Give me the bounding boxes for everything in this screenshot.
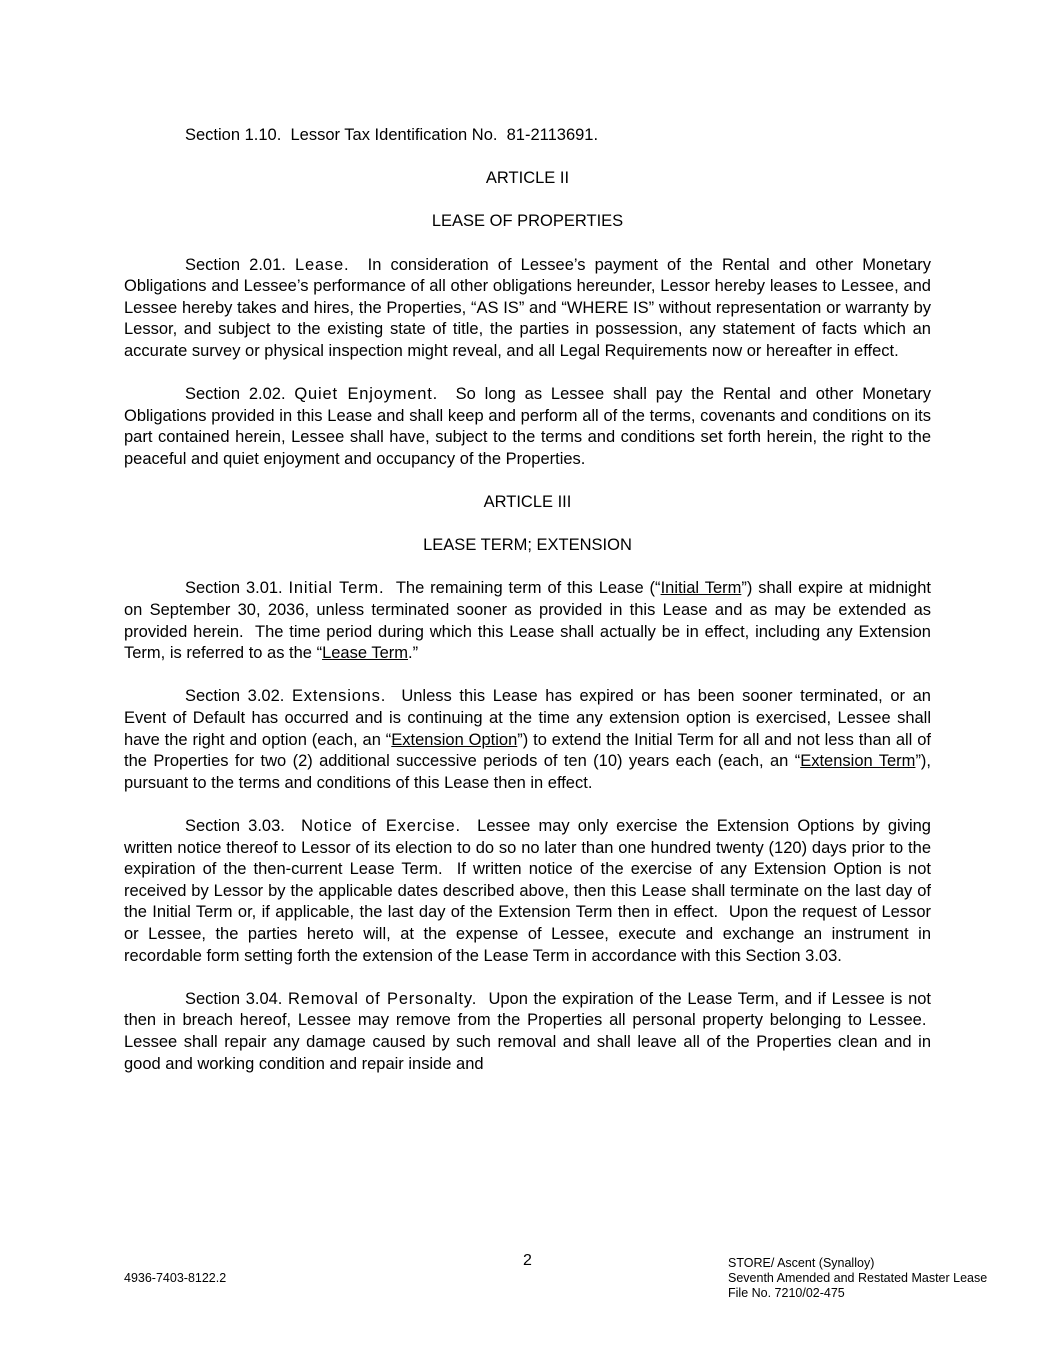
document-control-number: 4936-7403-8122.2 — [124, 1271, 227, 1285]
section-3-03-text: Lessee may only exercise the Extension Options by giving written notice thereof to Lessor of its election to do so no later than one hundred twenty (120) days prior to the expiration of the then-current Lease Term. If written notice of the exercise of any Extension Option is not received by Lessor by the applicable dates described above, then this Lease shall terminate on the last day of the Initial Term or, if applicable, the last day of the Extension Term then in effect. Upon the request of Lessor or Lessee, the parties hereto will, at the expense of Lessee, execute and exchange an instrument in recordable form setting forth the extension of the Lease Term in accordance with this Section 3.03. — [124, 817, 931, 965]
article-ii-heading: ARTICLE II — [485, 169, 570, 188]
defined-term-extension-option: Extension Option — [391, 730, 518, 749]
section-3-01-title: Initial Term. — [288, 579, 385, 598]
footer-matter-line: STORE/ Ascent (Synalloy) — [728, 1256, 875, 1270]
section-3-03-title: Notice of Exercise. — [301, 817, 461, 835]
article-iii-heading: ARTICLE III — [483, 493, 572, 512]
section-2-02-paragraph — [124, 384, 931, 470]
section-3-02-text-2: ”) to extend the Initial Term for all and not less than all of the Properties for two (2) additional successive periods of ten (10) years each (each, an “ — [124, 730, 931, 771]
section-2-01-text: In consideration of Lessee’s payment of the Rental and other Monetary Obligations and Lessee’s performance of all other obligations hereunder, Lessor hereby leases to Lessee, and Lessee hereby takes and hires, the Properties, “AS IS” and “WHERE IS” without representation or warranty by Lessor, and subject to the existing state of title, the parties in possession, any statement of facts which an accurate survey or physical inspection might reveal, and all Legal Requirements now or hereafter in effect. — [124, 255, 931, 360]
section-3-03-number: Section 3.03. — [185, 817, 302, 835]
section-3-01-text: The remaining term of this Lease (“ — [384, 579, 661, 598]
footer-file-number-line: File No. 7210/02-475 — [728, 1285, 845, 1300]
section-3-01-text-3: .” — [408, 644, 419, 663]
section-3-03-paragraph — [124, 816, 931, 967]
section-2-01-number: Section 2.01. — [185, 255, 295, 274]
section-3-02-paragraph — [124, 686, 931, 794]
defined-term-extension-term: Extension Term — [800, 752, 916, 771]
section-3-02-text-3: ”), pursuant to the terms and conditions of this Lease then in effect. — [124, 752, 932, 792]
page-number: 2 — [523, 1252, 532, 1269]
section-2-02-title: Quiet Enjoyment. — [294, 385, 438, 404]
section-1-10-line: Section 1.10. Lessor Tax Identification No. 81-2113691. — [185, 126, 599, 144]
footer-reference-block — [728, 1256, 987, 1300]
section-3-04-number: Section 3.04. — [185, 989, 289, 1008]
defined-term-lease-term: Lease Term — [322, 644, 408, 663]
footer-lease-title-line: Seventh Amended and Restated Master Lease — [728, 1270, 988, 1285]
section-3-02-text: Unless this Lease has expired or has been sooner terminated, or an Event of Default has occurred and is continuing at the time any extension option is exercised, Lessee shall have the right and option (each, an “ — [124, 687, 931, 749]
lease-of-properties-heading: LEASE OF PROPERTIES — [431, 212, 624, 231]
section-2-02-text: So long as Lessee shall pay the Rental and other Monetary Obligations provided in this Lease and shall keep and perform all of the terms, covenants and conditions on its part contained herein, Lessee shall have, subject to the terms and conditions set forth herein, the right to the peaceful and quiet enjoyment and occupancy of the Properties. — [124, 385, 931, 468]
lease-term-extension-heading: LEASE TERM; EXTENSION — [423, 536, 632, 555]
section-2-02-number: Section 2.02. — [185, 385, 295, 404]
section-2-01-title: Lease. — [295, 255, 350, 274]
section-3-04-text: Upon the expiration of the Lease Term, and if Lessee is not then in breach hereof, Lessee may remove from the Properties all personal property belonging to Lessee. Lessee shall repair any damage caused by such removal and shall leave all of the Properties clean and in good and working condition and repair inside and — [124, 989, 932, 1073]
section-3-04-title: Removal of Personalty. — [288, 989, 478, 1008]
section-3-02-number: Section 3.02. — [185, 687, 292, 706]
section-2-01-paragraph — [124, 255, 931, 363]
defined-term-initial-term: Initial Term — [660, 579, 742, 598]
section-3-01-paragraph — [124, 578, 931, 664]
section-3-04-paragraph — [124, 989, 931, 1075]
document-body — [124, 125, 931, 1097]
section-3-01-text-2: ”) shall expire at midnight on September 30, 2036, unless terminated sooner as provided in this Lease and as may be extended as provided herein. The time period during which this Lease shall actually be in effect, including any Extension Term, is referred to as the “ — [124, 579, 931, 663]
section-3-01-number: Section 3.01. — [185, 579, 289, 598]
section-3-02-title: Extensions. — [291, 687, 387, 706]
